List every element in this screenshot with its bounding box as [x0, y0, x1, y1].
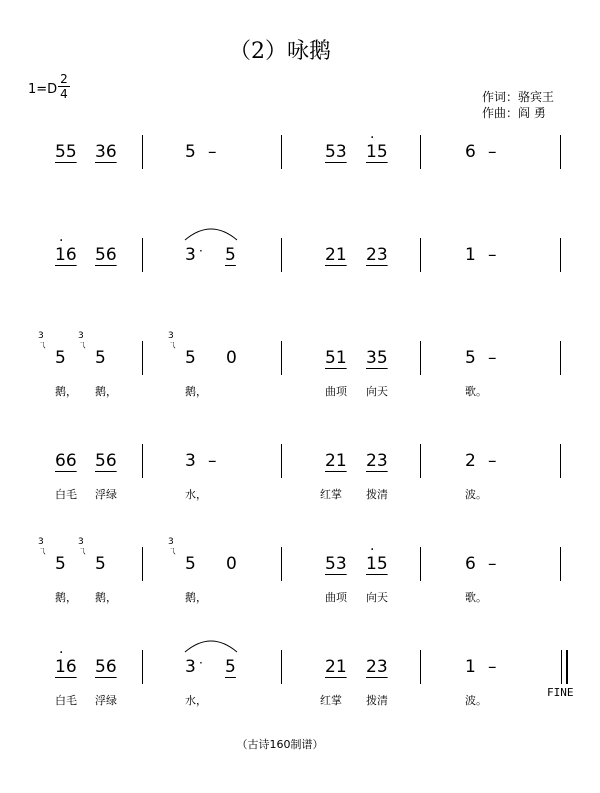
note: 5 — [465, 348, 476, 368]
dash: – — [488, 348, 497, 368]
lyric: 鹅， — [55, 591, 77, 604]
barline — [142, 650, 143, 684]
lyric: 曲项 — [325, 385, 347, 398]
barline — [560, 547, 561, 581]
lyric: 曲项 — [325, 591, 347, 604]
lyric: 红掌 — [320, 488, 342, 501]
lyric: 水， — [185, 694, 207, 707]
note-group: 56 — [95, 245, 117, 265]
score-system-2 — [0, 233, 600, 330]
barline — [142, 238, 143, 272]
score-system-4 — [0, 446, 600, 536]
lyric: 鹅， — [95, 591, 117, 604]
note-group: 51 — [325, 348, 347, 368]
barline — [560, 444, 561, 478]
grace-note: 3 ㄟ — [78, 537, 88, 557]
note-group: 66 — [55, 451, 77, 471]
note-group: 16 — [55, 245, 77, 265]
note-group: 56 — [95, 451, 117, 471]
note-group: 15 — [366, 142, 388, 162]
time-signature-denominator: 4 — [60, 87, 68, 101]
barline — [281, 238, 282, 272]
score-system-6 — [0, 645, 600, 742]
lyric: 红掌 — [320, 694, 342, 707]
note: 5 — [95, 348, 106, 368]
note-group: 21 — [325, 451, 347, 471]
note-group: 23 — [366, 245, 388, 265]
lyric: 向天 — [366, 591, 388, 604]
barline — [281, 135, 282, 169]
barline — [281, 444, 282, 478]
note-group: 21 — [325, 245, 347, 265]
barline — [420, 547, 421, 581]
lyricist-credit: 作词：骆宾王 — [482, 90, 555, 104]
note-group: 53 — [325, 554, 347, 574]
note: 5 — [55, 554, 66, 574]
note-group: 15 — [366, 554, 388, 574]
lyric: 拨清 — [366, 488, 388, 501]
note-group: 53 — [325, 142, 347, 162]
rest: 0 — [226, 348, 237, 368]
barline — [281, 650, 282, 684]
note-group: 23 — [366, 657, 388, 677]
note: 6 — [465, 142, 476, 162]
note-group: 21 — [325, 657, 347, 677]
barline — [281, 547, 282, 581]
fine-mark: FINE — [547, 686, 574, 699]
note: 5 — [225, 657, 236, 677]
barline — [420, 238, 421, 272]
note: 5 — [225, 245, 236, 265]
composer-credit: 作曲：阎 勇 — [482, 106, 546, 120]
barline — [142, 135, 143, 169]
grace-note: 3 ㄟ — [38, 537, 48, 557]
dash: – — [488, 554, 497, 574]
lyric: 水， — [185, 488, 207, 501]
lyric: 拨清 — [366, 694, 388, 707]
note-group: 35 — [366, 348, 388, 368]
note-group: 56 — [95, 657, 117, 677]
song-title: （2）咏鹅 — [229, 39, 331, 64]
lyric: 鹅， — [185, 385, 207, 398]
note: 5 — [55, 348, 66, 368]
note: 3 — [185, 245, 196, 265]
note: 5 — [95, 554, 106, 574]
grace-note: 3 ㄟ — [38, 331, 48, 351]
lyric: 白毛 — [55, 694, 77, 707]
dash: – — [488, 245, 497, 265]
high-octave-dot: · — [59, 645, 64, 661]
score-system-3 — [0, 331, 600, 433]
footer-note: （古诗160制谱） — [236, 738, 324, 751]
note: 5 — [185, 554, 196, 574]
note: 1 — [465, 245, 476, 265]
score-system-5 — [0, 537, 600, 639]
lyric: 鹅， — [185, 591, 207, 604]
dash: – — [488, 657, 497, 677]
dash: – — [488, 142, 497, 162]
barline — [420, 444, 421, 478]
note: 5 — [185, 348, 196, 368]
lyric: 白毛 — [55, 488, 77, 501]
note: 3 — [185, 451, 196, 471]
score-system-1 — [0, 130, 600, 227]
dash: – — [208, 451, 217, 471]
barline — [142, 444, 143, 478]
dash: – — [208, 142, 217, 162]
note: 6 — [465, 554, 476, 574]
augmentation-dot: · — [199, 656, 203, 670]
lyric: 鹅， — [55, 385, 77, 398]
lyric: 鹅， — [95, 385, 117, 398]
lyric: 歌。 — [465, 591, 487, 604]
grace-note: 3 ㄟ — [168, 537, 178, 557]
rest: 0 — [226, 554, 237, 574]
note: 3 — [185, 657, 196, 677]
barline — [281, 341, 282, 375]
note-group: 23 — [366, 451, 388, 471]
barline — [142, 341, 143, 375]
lyric: 向天 — [366, 385, 388, 398]
note: 2 — [465, 451, 476, 471]
final-barline-thin — [561, 650, 562, 684]
time-signature — [58, 72, 70, 101]
barline — [142, 547, 143, 581]
barline — [420, 135, 421, 169]
barline — [560, 238, 561, 272]
grace-note: 3 ㄟ — [168, 331, 178, 351]
note-group: 36 — [95, 142, 117, 162]
lyric: 浮绿 — [95, 488, 117, 501]
high-octave-dot: · — [59, 233, 64, 249]
note: 5 — [185, 142, 196, 162]
dash: – — [488, 451, 497, 471]
lyric: 浮绿 — [95, 694, 117, 707]
high-octave-dot: · — [370, 542, 375, 558]
augmentation-dot: · — [199, 244, 203, 258]
barline — [560, 341, 561, 375]
lyric: 波。 — [465, 694, 487, 707]
final-barline-thick — [566, 650, 568, 684]
grace-note: 3 ㄟ — [78, 331, 88, 351]
barline — [420, 650, 421, 684]
barline — [420, 341, 421, 375]
high-octave-dot: · — [370, 130, 375, 146]
time-signature-numerator: 2 — [60, 72, 68, 86]
barline — [560, 135, 561, 169]
note-group: 55 — [55, 142, 77, 162]
lyric: 歌。 — [465, 385, 487, 398]
key-signature: 1=D — [28, 82, 58, 97]
note: 1 — [465, 657, 476, 677]
lyric: 波。 — [465, 488, 487, 501]
note-group: 16 — [55, 657, 77, 677]
